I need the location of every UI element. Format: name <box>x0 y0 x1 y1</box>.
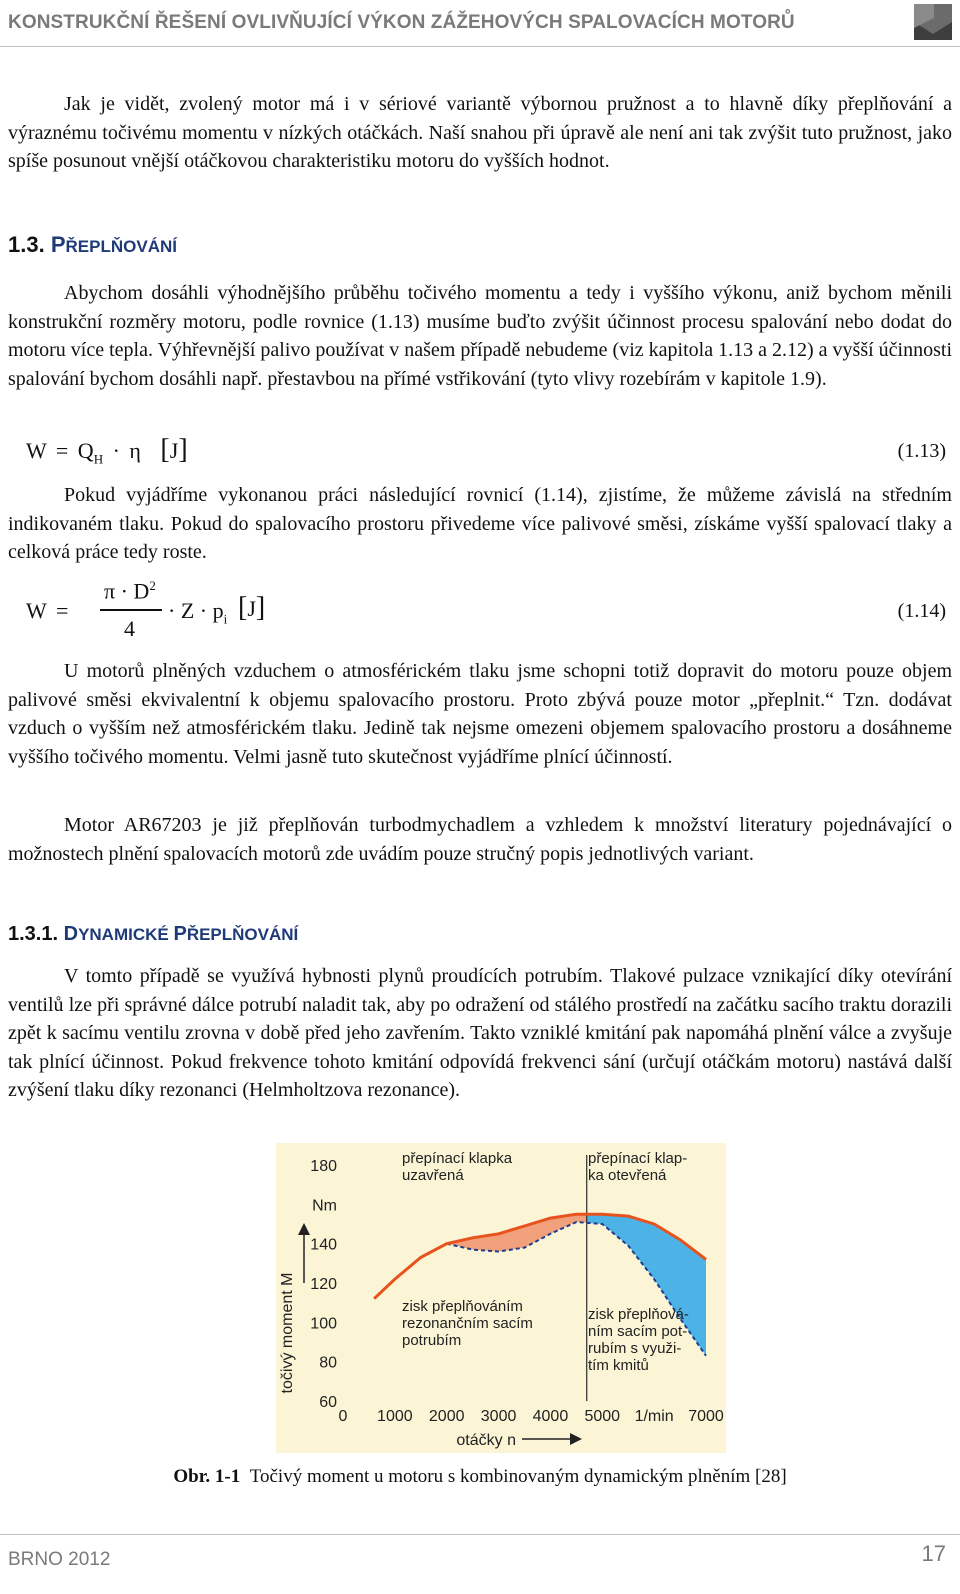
running-header: KONSTRUKČNÍ ŘEŠENÍ OVLIVŇUJÍCÍ VÝKON ZÁŽEHOVÝCH SPALOVACÍCH MOTORŮ <box>8 12 795 33</box>
annotation-oscillation-gain-line: tím kmitů <box>588 1357 649 1374</box>
annotation-open-flap-line: přepínací klap- <box>588 1150 688 1167</box>
annotation-resonance-gain-line: zisk přeplňováním <box>402 1298 523 1315</box>
eq-dot: · <box>112 438 120 463</box>
eq-num-text: π · D <box>104 578 150 604</box>
torque-figure <box>276 1143 726 1453</box>
heading-rest: ŘEPLŇOVÁNÍ <box>65 237 177 256</box>
x-tick-label: 3000 <box>480 1408 517 1425</box>
heading-rest: YNAMICKÉ <box>78 925 174 944</box>
eq-bracket-close: ] <box>255 592 266 623</box>
paragraph-5-text: Motor AR67203 je již přeplňován turbodmychadlem a vzhledem k množství literatury pojednávající o možnostech plnění spalovacích motorů zde uvádím pouze stručný popis jednotlivých variant. <box>8 814 952 865</box>
paragraph-5 <box>8 811 952 868</box>
eq-lhs: W <box>26 598 47 623</box>
eq-p-sub: i <box>223 611 228 627</box>
equation-number-1-14: (1.14) <box>897 600 946 622</box>
annotation-open-flap-line: ka otevřená <box>588 1167 667 1184</box>
x-tick-label: 7000 <box>688 1408 724 1425</box>
equation-1-14 <box>26 578 346 648</box>
annotation-resonance-gain-line: rezonančním sacím <box>402 1315 533 1332</box>
y-tick-label: 120 <box>310 1276 337 1293</box>
x-axis-arrow-head <box>570 1433 582 1445</box>
torque-chart <box>276 1143 726 1453</box>
y-tick-label: 60 <box>319 1394 337 1411</box>
eq-q-sub: H <box>93 451 104 467</box>
eq-denominator: 4 <box>124 616 135 641</box>
caption-text: Točivý moment u motoru s kombinovaným dynamickým plněním [28] <box>249 1466 787 1487</box>
university-logo-icon <box>914 4 952 40</box>
equation-number-1-13: (1.13) <box>897 440 946 462</box>
page-number: 17 <box>921 1541 946 1566</box>
paragraph-2-text: Abychom dosáhli výhodnějšího průběhu točivého momentu a tedy i vyššího výkonu, aniž bychom měnili konstrukční rozměry motoru, podle rovnice (1.13) musíme buďto zvýšit účinnost procesu spalování nebo dodat do motoru více tepla. Výhřevnější palivo používat v našem případě nebudeme (viz kapitola 1.13 a 2.12) a vyšší účinnosti spalování bychom dosáhli např. přestavbou na přímé vstřikování (tyto vlivy rozebírám v kapitole 1.9). <box>8 282 952 390</box>
eq-fraction-bar <box>100 609 162 611</box>
y-tick-label: 180 <box>310 1158 337 1175</box>
annotation-resonance-gain <box>402 1298 533 1349</box>
annotation-oscillation-gain-line: rubím s využi- <box>588 1340 682 1357</box>
annotation-oscillation-gain-line: zisk přeplňová- <box>588 1306 689 1323</box>
heading-number: 1.3. <box>8 232 45 257</box>
paragraph-4-text: U motorů plněných vzduchem o atmosférickém tlaku jsme schopni totiž dopravit do motoru pouze objem palivové směsi ekvivalentní k objemu spalovacího prostoru. Proto zbývá pouze motor „přeplnit.“ Tzn. dodávat vzduch o vyšším než atmosférickém tlaku. Jedině tak nejsme omezeni objemem spalovacího prostoru a dosáhneme vyššího točivého momentu. Velmi jasně tuto skutečnost vyjádříme plnící účinností. <box>8 660 952 768</box>
equation-1-13 <box>26 434 188 467</box>
annotation-resonance-gain-line: potrubím <box>402 1332 462 1349</box>
x-unit-label: 1/min <box>634 1408 674 1425</box>
heading-number: 1.3.1. <box>8 923 59 945</box>
eq-bracket-close: ] <box>178 434 188 465</box>
paragraph-6 <box>8 962 952 1105</box>
eq-num-sup: 2 <box>149 578 156 593</box>
heading-cap: P <box>50 232 66 257</box>
heading-1-3-1 <box>8 923 298 946</box>
eq-op: = <box>55 438 69 463</box>
heading-cap: D <box>63 923 79 945</box>
eq-rest-text: · Z · p <box>168 598 224 623</box>
y-unit-label: Nm <box>312 1197 337 1215</box>
eq-bracket-open: [ <box>160 434 170 465</box>
heading-1-3 <box>8 232 177 258</box>
x-tick-label: 1000 <box>377 1408 413 1425</box>
eq-unit-bracket <box>238 592 265 624</box>
y-tick-label: 100 <box>310 1315 337 1333</box>
y-tick-label: 80 <box>319 1354 337 1372</box>
y-axis-arrow-head <box>298 1223 310 1235</box>
y-tick-label: 140 <box>310 1236 337 1254</box>
eq-bracket-open: [ <box>238 592 248 623</box>
heading-rest: ŘEPLŇOVÁNÍ <box>186 925 299 944</box>
heading-title <box>64 923 299 945</box>
resonance-gain-area <box>447 1214 587 1251</box>
heading-title <box>51 232 177 257</box>
header-rule <box>0 46 960 47</box>
eq-unit: J <box>169 438 179 463</box>
annotation-closed-flap-line: uzavřená <box>402 1167 464 1184</box>
x-tick-label: 5000 <box>584 1408 621 1425</box>
x-tick-label: 0 <box>338 1408 348 1425</box>
annotation-oscillation-gain <box>588 1306 689 1374</box>
eq-op: = <box>56 598 69 623</box>
eq-lhs: W <box>26 438 47 463</box>
x-tick-label: 4000 <box>532 1408 569 1425</box>
paragraph-1-text: Jak je vidět, zvolený motor má i v sériové variantě výbornou pružnost a to hlavně díky přeplňování a výraznému točivému momentu v nízkých otáčkách. Naší snahou při úpravě ale není ani tak zvýšit tuto pružnost, jako spíše posunout vnější otáčkovou charakteristiku motoru do vyšších hodnot. <box>8 93 952 172</box>
paragraph-4 <box>8 657 952 771</box>
y-axis-label: točivý moment M <box>279 1272 296 1394</box>
annotation-open-flap <box>588 1150 687 1184</box>
footer-rule <box>0 1534 960 1535</box>
caption-label: Obr. 1-1 <box>173 1466 241 1487</box>
eq-numerator <box>104 578 156 604</box>
paragraph-1 <box>8 90 952 176</box>
paragraph-3 <box>8 481 952 567</box>
heading-cap: P <box>173 923 187 945</box>
paragraph-6-text: V tomto případě se využívá hybnosti plynů proudících potrubím. Tlakové pulzace vznikající díky otevírání ventilů lze při správné dálce potrubí naladit tak, aby po odražení od stálého prostředí na začátku sacího traktu dorazili zpět k sacímu ventilu zrovna v době před jeho zavřením. Takto vzniklé kmitání pak napomáhá plnění válce a zvyšuje tak plnící účinnost. Pokud frekvence tohoto kmitání odpovídá frekvenci sání (určují otáčkám motoru) nastává další zvýšení tlaku díky rezonanci (Helmholtzova rezonance). <box>8 965 952 1101</box>
eq-q: Q <box>77 438 94 463</box>
eq-unit: J <box>247 596 256 621</box>
annotation-oscillation-gain-line: ním sacím pot- <box>588 1323 688 1340</box>
eq-rest <box>168 598 227 627</box>
footer-location: BRNO 2012 <box>8 1549 111 1570</box>
annotation-closed-flap-line: přepínací klapka <box>402 1150 513 1167</box>
annotation-closed-flap <box>402 1150 513 1184</box>
x-axis-label: otáčky n <box>456 1432 516 1449</box>
x-tick-label: 2000 <box>428 1408 465 1425</box>
paragraph-2 <box>8 279 952 393</box>
eq-eta: η <box>129 438 141 463</box>
figure-caption <box>0 1466 960 1488</box>
paragraph-3-text: Pokud vyjádříme vykonanou práci následující rovnicí (1.14), zjistíme, že můžeme závislá na středním indikovaném tlaku. Pokud do spalovacího prostoru přivedeme více palivové směsi, získáme vyšší spalovací tlaky a celková práce tedy roste. <box>8 484 952 563</box>
